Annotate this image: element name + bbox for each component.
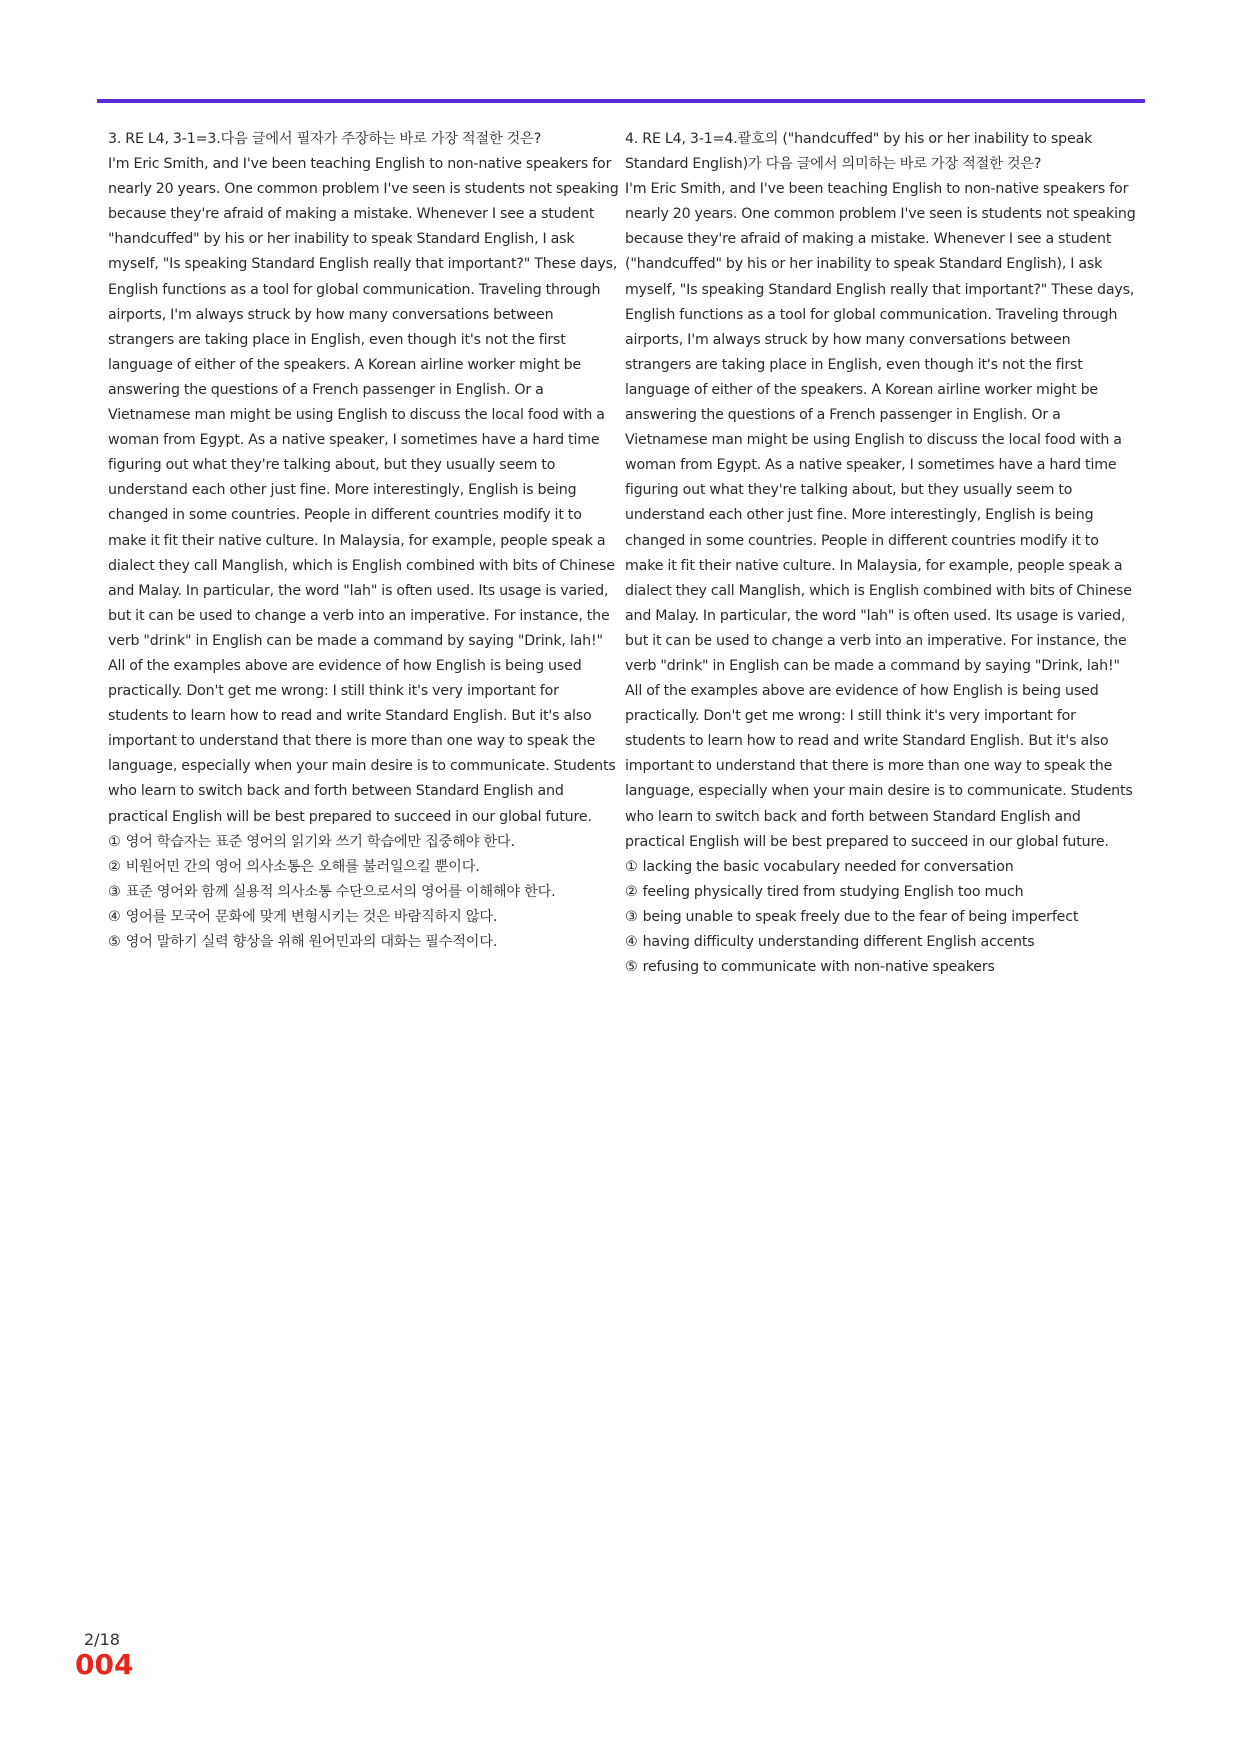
choice-1[interactable]	[108, 830, 620, 855]
choice-text: being unable to speak freely due to the fear of being imperfect	[642, 908, 1079, 925]
choice-text: 비원어민 간의 영어 의사소통은 오해를 불러일으킬 뿐이다.	[125, 858, 480, 875]
choice-number: ③	[625, 908, 638, 925]
passage: I'm Eric Smith, and I've been teaching English to non-native speakers for nearly 20 years. One common problem I've seen is students not speaking because they're afraid of making a mistake. Whenever I see a student "handcuffed" by his or her inability to speak Standard English, I ask myself, "Is speaking Standard English really that important?" These days, English functions as a tool for global communication. Traveling through airports, I'm always struck by how many conversations between strangers are taking place in English, even though it's not the first language of either of the speakers. A Korean airline worker might be answering the questions of a French passenger in English. Or a Vietnamese man might be using English to discuss the local food with a woman from Egypt. As a native speaker, I sometimes have a hard time figuring out what they're talking about, but they usually seem to understand each other just fine. More interestingly, English is being changed in some countries. People in different countries modify it to make it fit their native culture. In Malaysia, for example, people speak a dialect they call Manglish, which is English combined with bits of Chinese and Malay. In particular, the word "lah" is often used. Its usage is varied, but it can be used to change a verb into an imperative. For instance, the verb "drink" in English can be made a command by saying "Drink, lah!" All of the examples above are evidence of how English is being used practically. Don't get me wrong: I still think it's very important for students to learn how to read and write Standard English. But it's also important to understand that there is more than one way to speak the language, especially when your main desire is to communicate. Students who learn to switch back and forth between Standard English and practical English will be best prepared to succeed in our global future.	[108, 156, 619, 825]
choice-text: 영어 말하기 실력 향상을 위해 원어민과의 대화는 필수적이다.	[125, 934, 498, 950]
passage: I'm Eric Smith, and I've been teaching English to non-native speakers for nearly 20 years. One common problem I've seen is students not speaking because they're afraid of making a mistake. Whenever I see a student ("handcuffed" by his or her inability to speak Standard English), I ask myself, "Is speaking Standard English really that important?" These days, English functions as a tool for global communication. Traveling through airports, I'm always struck by how many conversations between strangers are taking place in English, even though it's not the first language of either of the speakers. A Korean airline worker might be answering the questions of a French passenger in English. Or a Vietnamese man might be using English to discuss the local food with a woman from Egypt. As a native speaker, I sometimes have a hard time figuring out what they're talking about, but they usually seem to understand each other just fine. More interestingly, English is being changed in some countries. People in different countries modify it to make it fit their native culture. In Malaysia, for example, people speak a dialect they call Manglish, which is English combined with bits of Chinese and Malay. In particular, the word "lah" is often used. Its usage is varied, but it can be used to change a verb into an imperative. For instance, the verb "drink" in English can be made a command by saying "Drink, lah!" All of the examples above are evidence of how English is being used practically. Don't get me wrong: I still think it's very important for students to learn how to read and write Standard English. But it's also important to understand that there is more than one way to speak the language, especially when your main desire is to communicate. Students who learn to switch back and forth between Standard English and practical English will be best prepared to succeed in our global future.	[625, 181, 1136, 850]
choice-number: ⑤	[108, 934, 121, 950]
question-3	[108, 127, 620, 955]
choice-number: ②	[625, 883, 638, 900]
choice-number: ③	[108, 883, 121, 900]
choice-5[interactable]	[108, 930, 620, 955]
choice-text: refusing to communicate with non-native speakers	[642, 959, 995, 976]
choice-number: ④	[625, 934, 638, 950]
choice-2[interactable]	[108, 855, 620, 880]
choice-number: ④	[108, 908, 121, 925]
choice-number: ①	[108, 833, 121, 850]
page-number: 2/18	[84, 1630, 120, 1649]
choice-3[interactable]	[625, 905, 1137, 930]
choice-text: 영어 학습자는 표준 영어의 읽기와 쓰기 학습에만 집중해야 한다.	[125, 833, 515, 850]
choice-text: having difficulty understanding different English accents	[642, 934, 1035, 950]
question-4	[625, 127, 1137, 980]
choice-number: ①	[625, 858, 638, 875]
choice-4[interactable]	[625, 930, 1137, 955]
choice-text: lacking the basic vocabulary needed for conversation	[642, 858, 1014, 875]
choice-number: ⑤	[625, 959, 638, 976]
question-title: 4. RE L4, 3-1=4.괄호의 ("handcuffed" by his or her inability to speak Standard English)가 다음 글에서 의미하는 바로 가장 적절한 것은?	[625, 131, 1093, 173]
top-divider	[97, 99, 1145, 103]
choice-text: feeling physically tired from studying English too much	[642, 883, 1024, 900]
choice-text: 영어를 모국어 문화에 맞게 변형시키는 것은 바람직하지 않다.	[125, 908, 498, 925]
choice-2[interactable]	[625, 880, 1137, 905]
question-title: 3. RE L4, 3-1=3.다음 글에서 필자가 주장하는 바로 가장 적절한 것은?	[108, 131, 542, 147]
choice-5[interactable]	[625, 955, 1137, 980]
choice-number: ②	[108, 858, 121, 875]
choice-3[interactable]	[108, 880, 620, 905]
choice-list	[108, 830, 620, 955]
choice-1[interactable]	[625, 855, 1137, 880]
choice-list	[625, 855, 1137, 980]
choice-text: 표준 영어와 함께 실용적 의사소통 수단으로서의 영어를 이해해야 한다.	[125, 883, 556, 900]
choice-4[interactable]	[108, 905, 620, 930]
page-code: 004	[75, 1648, 134, 1681]
